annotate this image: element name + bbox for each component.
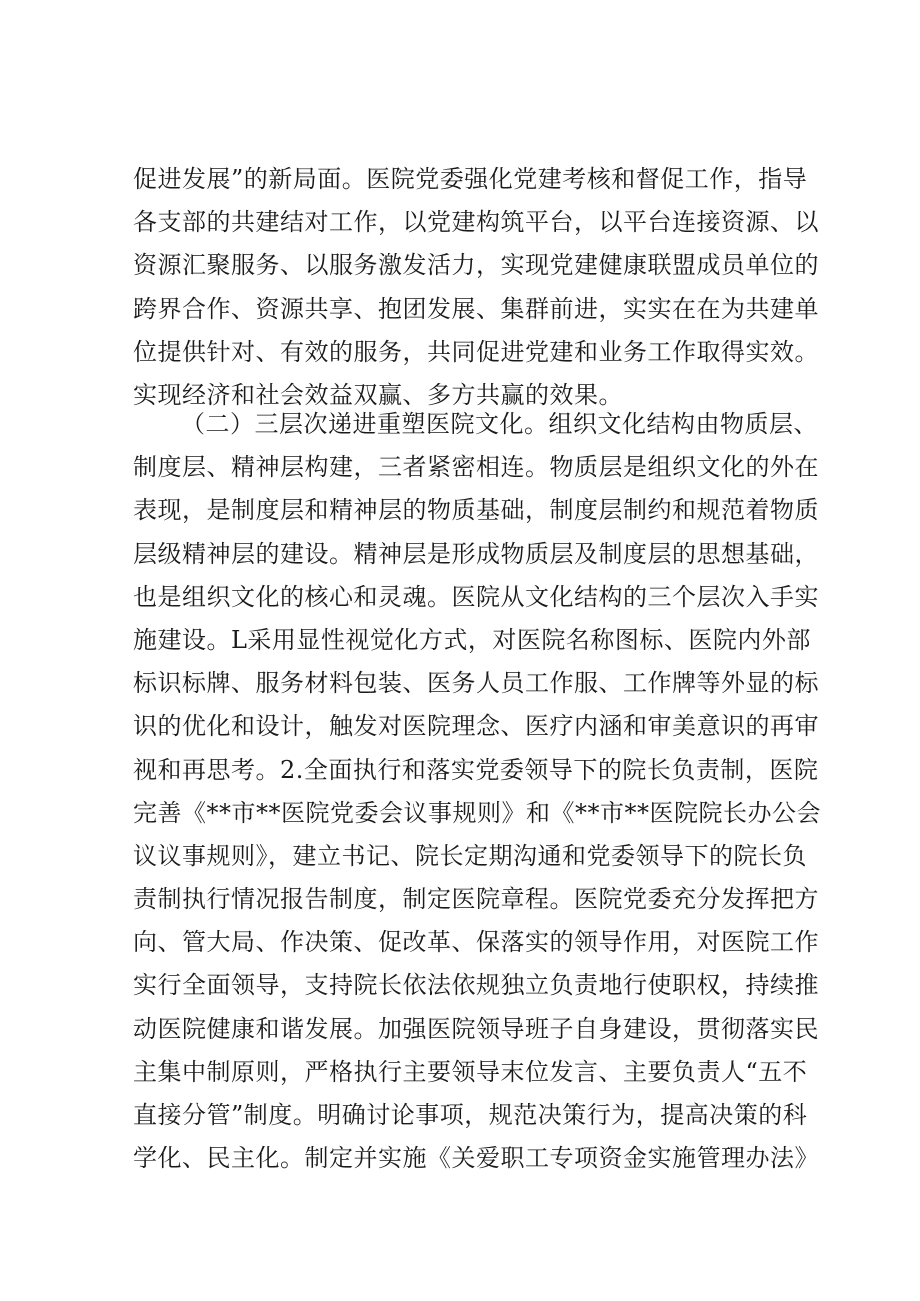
text-line: 议议事规则》，建立书记、院长定期沟通和党委领导下的院长负 [133,841,807,870]
text-line: 跨界合作、资源共享、抱团发展、集群前进，实实在在为共建单 [133,294,819,323]
paragraph-2 [133,403,821,1180]
text-line: 制度层、精神层构建，三者紧密相连。物质层是组织文化的外在 [133,453,819,482]
text-line: 促进发展”的新局面。医院党委强化党建考核和督促工作，指导 [133,165,808,193]
text-line: 主集中制原则，严格执行主要领导末位发言、主要负责人“五不 [133,1057,808,1086]
text-line: 标识标牌、服务材料包装、医务人员工作服、工作牌等外显的标 [133,669,819,698]
text-line: 识的优化和设计，触发对医院理念、医疗内涵和审美意识的再审 [133,712,819,741]
text-line: 实行全面领导，支持院长依法依规独立负责地行使职权，持续推 [133,971,819,1000]
text-line: 责制执行情况报告制度，制定医院章程。医院党委充分发挥把方 [133,885,819,914]
text-line: 位提供针对、有效的服务，共同促进党建和业务工作取得实效。 [133,337,819,366]
text-line: 层级精神层的建设。精神层是形成物质层及制度层的思想基础， [133,539,819,568]
paragraph-1 [133,158,819,417]
text-line: 向、管大局、作决策、促改革、保落实的领导作用，对医院工作 [133,928,819,957]
text-line: 动医院健康和谐发展。加强医院领导班子自身建设，贯彻落实民 [133,1014,819,1043]
text-line: 也是组织文化的核心和灵魂。医院从文化结构的三个层次入手实 [133,582,819,611]
text-line: 各支部的共建结对工作，以党建构筑平台，以平台连接资源、以 [133,208,819,237]
text-line: 资源汇聚服务、以服务激发活力，实现党建健康联盟成员单位的 [133,251,819,280]
text-line: 实现经济和社会效益双赢、多方共赢的效果。 [133,380,623,409]
text-line: 视和再思考。2.全面执行和落实党委领导下的院长负责制，医院 [133,755,819,784]
text-line: 直接分管”制度。明确讨论事项，规范决策行为，提高决策的科 [133,1101,808,1129]
text-line: 表现，是制度层和精神层的物质基础，制度层制约和规范着物质 [133,496,819,525]
text-line: 完善《**市**医院党委会议事规则》和《**市**医院院长办公会 [133,798,821,827]
text-line: 施建设。L采用显性视觉化方式，对医院名称图标、医院内外部 [133,625,811,654]
text-line-indented: （二）三层次递进重塑医院文化。组织文化结构由物质层、 [181,410,818,438]
text-line: 学化、民主化。制定并实施《关爱职工专项资金实施管理办法》 [133,1144,819,1173]
